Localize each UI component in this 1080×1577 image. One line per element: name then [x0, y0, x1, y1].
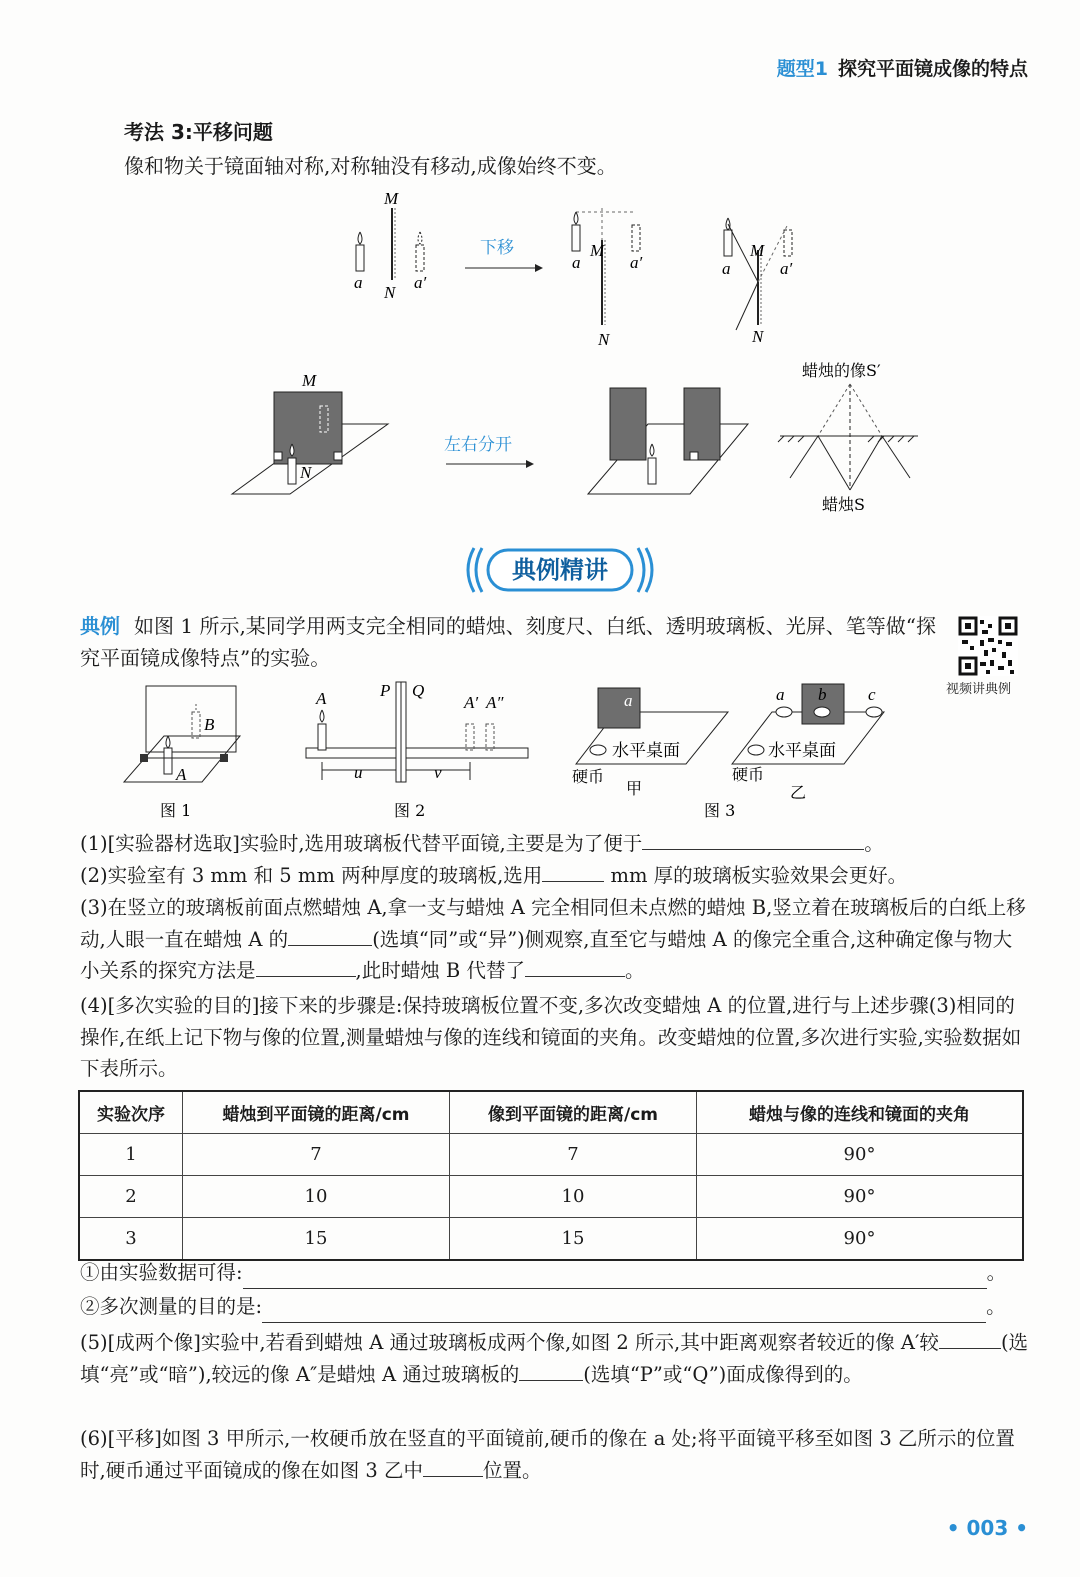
- table-header: 蜡烛到平面镜的距离/cm: [183, 1091, 450, 1134]
- fig2-label-Q: Q: [412, 681, 425, 700]
- table-cell: 3: [79, 1218, 183, 1261]
- down-label: 下移: [480, 238, 514, 258]
- fig3-label-b-yi: b: [818, 685, 827, 704]
- example-paragraph: [80, 610, 940, 674]
- q3-text-c: ,此时蜡烛 B 代替了: [355, 959, 525, 982]
- q1-blank[interactable]: [642, 829, 864, 850]
- question-6: [80, 1423, 1030, 1486]
- fig3-desk-jia: 水平桌面: [612, 741, 680, 761]
- page-header: [777, 54, 1028, 81]
- label-a-prime: a′: [414, 273, 427, 292]
- question-3: [80, 892, 1030, 987]
- fig3-jia: 甲: [626, 779, 643, 798]
- question-1: [80, 828, 1030, 860]
- fig1-label-A: A: [176, 765, 187, 784]
- type-label: 题型1: [776, 58, 828, 80]
- table-header: 实验次序: [79, 1091, 183, 1134]
- q6-blank[interactable]: [423, 1456, 483, 1477]
- table-row: [79, 1176, 1023, 1218]
- fig2-label-A2: A″: [486, 693, 504, 712]
- q5-text-a: (5)[成两个像]实验中,若看到蜡烛 A 通过玻璃板成两个像,如图 2 所示,其中距离观察者较近的像 A′较: [80, 1331, 939, 1354]
- table-cell: 10: [183, 1176, 450, 1218]
- section-text: 像和物关于镜面轴对称,对称轴没有移动,成像始终不变。: [124, 154, 617, 178]
- fig2-label-P: P: [380, 681, 391, 700]
- fig2-label-A1: A′: [464, 693, 479, 712]
- table-cell: 15: [450, 1218, 697, 1261]
- fig3-desk-yi: 水平桌面: [768, 741, 836, 761]
- fig2-label-A: A: [316, 689, 327, 708]
- fig3-caption: 图 3: [704, 801, 736, 820]
- fig2-caption: 图 2: [394, 801, 426, 820]
- label-a: a: [354, 273, 363, 292]
- fig3-label-c-yi: c: [868, 685, 876, 704]
- label-a-2: a: [572, 253, 581, 272]
- q4-2-period: 。: [986, 1295, 1006, 1318]
- q3-blank-2[interactable]: [256, 956, 356, 977]
- qr-code[interactable]: [958, 616, 1018, 676]
- q2-blank[interactable]: [542, 861, 604, 882]
- label-M: M: [384, 190, 399, 208]
- q3-text-b: (选填“同”或“异”)侧观察,直至它与蜡烛 A 的像完全重合,这种确定像与物大小关系的探究方法是: [80, 927, 1013, 982]
- table-cell: 1: [79, 1134, 183, 1176]
- example-text: 如图 1 所示,某同学用两支完全相同的蜡烛、刻度尺、白纸、透明玻璃板、光屏、笔等做“探究平面镜成像特点”的实验。: [80, 614, 937, 670]
- label-M-4: M: [302, 371, 317, 390]
- section-title: 考法 3:平移问题: [124, 120, 273, 144]
- question-5: [80, 1327, 1030, 1390]
- q4-2-blank[interactable]: [262, 1300, 986, 1323]
- data-table: [78, 1090, 1024, 1261]
- fig1-label-B: B: [204, 715, 215, 734]
- label-M-3: M: [750, 241, 765, 260]
- q2-text-a: (2)实验室有 3 mm 和 5 mm 两种厚度的玻璃板,选用: [80, 864, 543, 887]
- split-label: 左右分开: [444, 435, 512, 455]
- table-cell: 90°: [697, 1218, 1024, 1261]
- image-S-label: 蜡烛的像S′: [802, 361, 881, 380]
- fig1-caption: 图 1: [160, 801, 192, 820]
- table-cell: 7: [450, 1134, 697, 1176]
- fig3-yi: 乙: [790, 783, 807, 802]
- table-header: 蜡烛与像的连线和镜面的夹角: [697, 1091, 1024, 1134]
- label-M-2: M: [590, 241, 605, 260]
- table-row: [79, 1134, 1023, 1176]
- q4-1-period: 。: [986, 1261, 1007, 1284]
- translation-diagram-1: [340, 190, 820, 350]
- label-a-3: a: [722, 259, 731, 278]
- question-4-2: [80, 1291, 1030, 1323]
- translation-diagram-2: [228, 360, 948, 520]
- label-N-3: N: [752, 327, 764, 346]
- question-2: [80, 860, 1030, 892]
- q1-period: 。: [864, 832, 884, 855]
- q3-blank-1[interactable]: [288, 925, 372, 946]
- q2-text-b: mm 厚的玻璃板实验效果会更好。: [610, 864, 908, 887]
- page-number: • 003 •: [946, 1516, 1028, 1540]
- q1-text: (1)[实验器材选取]实验时,选用玻璃板代替平面镜,主要是为了便于: [80, 832, 643, 855]
- table-cell: 90°: [697, 1176, 1024, 1218]
- header-title: 探究平面镜成像的特点: [837, 58, 1028, 80]
- table-row: [79, 1218, 1023, 1261]
- candle-S-label: 蜡烛S: [822, 495, 865, 514]
- q4-1-text: ①由实验数据可得:: [80, 1261, 243, 1284]
- q6-text-a: (6)[平移]如图 3 甲所示,一枚硬币放在竖直的平面镜前,硬币的像在 a 处;将平面镜平移至如图 3 乙所示的位置时,硬币通过平面镜成的像在如图 3 乙中: [80, 1427, 1015, 1482]
- q3-blank-3[interactable]: [525, 956, 625, 977]
- table-cell: 15: [183, 1218, 450, 1261]
- q5-blank-2[interactable]: [519, 1360, 583, 1381]
- label-N-2: N: [598, 330, 610, 349]
- fig3-coin-jia: 硬币: [572, 767, 605, 786]
- table-header-row: [79, 1091, 1023, 1134]
- fig2-label-v: v: [434, 763, 442, 782]
- q5-text-b: (选填“亮”或“暗”),较远的像 A″是蜡烛 A 通过玻璃板的: [80, 1331, 1029, 1386]
- example-tag: 典例: [80, 614, 120, 638]
- label-a-prime-2: a′: [630, 253, 643, 272]
- table-cell: 10: [450, 1176, 697, 1218]
- table-cell: 7: [183, 1134, 450, 1176]
- label-a-prime-3: a′: [780, 259, 793, 278]
- q6-text-b: 位置。: [483, 1458, 542, 1482]
- label-N: N: [384, 283, 396, 302]
- panel-mirror: [356, 208, 424, 280]
- q5-blank-1[interactable]: [939, 1328, 1001, 1349]
- fig3-label-a-yi: a: [776, 685, 785, 704]
- table-cell: 2: [79, 1176, 183, 1218]
- q5-text-c: (选填“P”或“Q”)面成像得到的。: [583, 1362, 863, 1386]
- table-cell: 90°: [697, 1134, 1024, 1176]
- banner-text: 典例精讲: [512, 556, 608, 584]
- q4-2-text: ②多次测量的目的是:: [80, 1295, 263, 1318]
- glass-plate: [274, 392, 342, 464]
- qr-caption: 视频讲典例: [946, 682, 1012, 697]
- fig3-coin-yi: 硬币: [732, 765, 765, 784]
- question-4-1: [80, 1257, 1030, 1289]
- q3-period: 。: [624, 959, 645, 982]
- figures-row: [120, 676, 920, 826]
- q4-1-blank[interactable]: [243, 1266, 987, 1289]
- section-banner: [460, 542, 660, 598]
- q3-text-a: (3)在竖立的玻璃板前面点燃蜡烛 A,拿一支与蜡烛 A 完全相同但未点燃的蜡烛 B,竖立着在玻璃板后的白纸上移动,人眼一直在蜡烛 A 的: [80, 896, 1026, 951]
- table-header: 像到平面镜的距离/cm: [450, 1091, 697, 1134]
- fig3-label-a-jia: a: [624, 691, 633, 710]
- fig2-label-u: u: [354, 763, 363, 782]
- question-4: (4)[多次实验的目的]接下来的步骤是:保持玻璃板位置不变,多次改变蜡烛 A 的位置,进行与上述步骤(3)相同的操作,在纸上记下物与像的位置,测量蜡烛与像的连线和镜面的夹角。改变蜡烛的位置,多次进行实验,实验数据如下表所示。: [80, 994, 1022, 1080]
- label-N-4: N: [300, 463, 312, 482]
